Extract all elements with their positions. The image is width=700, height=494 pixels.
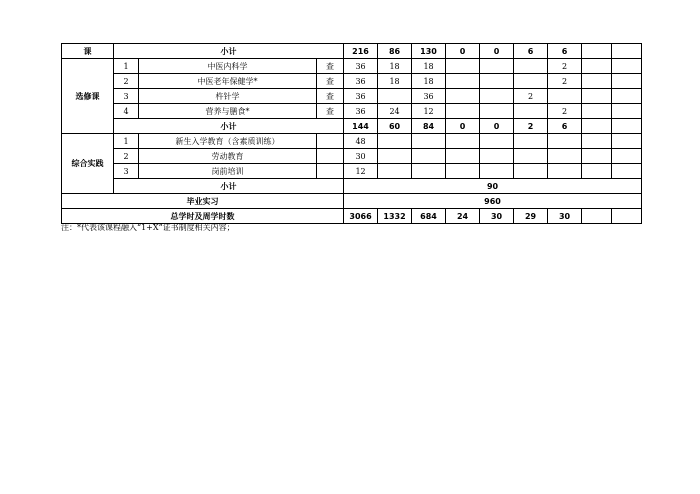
value-cell: 36	[344, 89, 378, 104]
value-cell: 3066	[344, 209, 378, 224]
value-cell	[548, 89, 582, 104]
value-cell: 18	[412, 59, 446, 74]
empty-cell	[582, 44, 612, 59]
empty-cell	[446, 134, 480, 149]
empty-cell	[612, 149, 642, 164]
table-row	[62, 59, 642, 74]
exam-type	[317, 149, 344, 164]
practice-subtotal-value: 90	[344, 179, 642, 194]
value-cell: 2	[548, 59, 582, 74]
empty-cell	[412, 149, 446, 164]
value-cell	[480, 74, 514, 89]
table-row	[62, 74, 642, 89]
course-name: 岗前培训	[139, 164, 317, 179]
teaching-plan-table	[61, 43, 642, 224]
empty-cell	[412, 164, 446, 179]
exam-type	[317, 164, 344, 179]
value-cell: 2	[514, 89, 548, 104]
value-cell	[446, 89, 480, 104]
value-cell: 0	[446, 44, 480, 59]
value-cell: 30	[548, 209, 582, 224]
footnote: 注：*代表该课程融入“1+X”证书制度相关内容；	[61, 223, 235, 232]
value-cell	[480, 89, 514, 104]
exam-type	[317, 134, 344, 149]
value-cell: 0	[446, 119, 480, 134]
empty-cell	[612, 89, 642, 104]
value-cell: 0	[480, 44, 514, 59]
row-number: 2	[114, 149, 139, 164]
exam-type: 查	[317, 104, 344, 119]
value-cell: 1332	[378, 209, 412, 224]
empty-cell	[412, 134, 446, 149]
internship-row	[62, 194, 642, 209]
row-number: 1	[114, 134, 139, 149]
empty-cell	[612, 119, 642, 134]
course-name: 劳动教育	[139, 149, 317, 164]
table-row	[62, 104, 642, 119]
empty-cell	[582, 119, 612, 134]
empty-cell	[612, 44, 642, 59]
course-name: 营养与膳食*	[139, 104, 317, 119]
value-cell: 60	[378, 119, 412, 134]
row-number: 4	[114, 104, 139, 119]
row-number: 1	[114, 59, 139, 74]
empty-cell	[378, 134, 412, 149]
category-cell: 课	[62, 44, 114, 59]
value-cell: 684	[412, 209, 446, 224]
value-cell: 6	[548, 119, 582, 134]
empty-cell	[612, 104, 642, 119]
value-cell: 18	[378, 74, 412, 89]
value-cell	[446, 59, 480, 74]
value-cell	[514, 104, 548, 119]
empty-cell	[548, 164, 582, 179]
course-name: 中医老年保健学*	[139, 74, 317, 89]
elective-subtotal-row	[62, 119, 642, 134]
empty-cell	[582, 149, 612, 164]
empty-cell	[480, 134, 514, 149]
value-cell: 36	[344, 104, 378, 119]
empty-cell	[612, 134, 642, 149]
course-name: 杵针学	[139, 89, 317, 104]
value-cell: 6	[514, 44, 548, 59]
empty-cell	[378, 164, 412, 179]
elective-category: 选修课	[62, 59, 114, 134]
value-cell: 36	[344, 74, 378, 89]
row-number: 3	[114, 89, 139, 104]
empty-cell	[582, 164, 612, 179]
total-label: 总学时及周学时数	[62, 209, 344, 224]
exam-type: 查	[317, 74, 344, 89]
course-name: 中医内科学	[139, 59, 317, 74]
value-cell: 2	[548, 104, 582, 119]
empty-cell	[514, 134, 548, 149]
course-name: 新生入学教育（含素质训练）	[139, 134, 317, 149]
value-cell	[378, 89, 412, 104]
table-row	[62, 134, 642, 149]
internship-label: 毕业实习	[62, 194, 344, 209]
empty-cell	[582, 89, 612, 104]
required-subtotal-row	[62, 44, 642, 59]
empty-cell	[480, 164, 514, 179]
empty-cell	[514, 149, 548, 164]
empty-cell	[548, 134, 582, 149]
value-cell: 18	[412, 74, 446, 89]
value-cell: 86	[378, 44, 412, 59]
value-cell	[446, 104, 480, 119]
empty-cell	[378, 149, 412, 164]
empty-cell	[582, 74, 612, 89]
empty-cell	[446, 149, 480, 164]
value-cell: 144	[344, 119, 378, 134]
empty-cell	[582, 104, 612, 119]
value-cell	[514, 74, 548, 89]
table-row	[62, 149, 642, 164]
subtotal-label: 小计	[114, 179, 344, 194]
value-cell	[480, 104, 514, 119]
value-cell: 48	[344, 134, 378, 149]
internship-value: 960	[344, 194, 642, 209]
table-row	[62, 164, 642, 179]
value-cell: 12	[344, 164, 378, 179]
subtotal-label: 小计	[114, 44, 344, 59]
value-cell: 36	[344, 59, 378, 74]
value-cell	[480, 59, 514, 74]
value-cell	[514, 59, 548, 74]
value-cell: 12	[412, 104, 446, 119]
empty-cell	[612, 59, 642, 74]
value-cell: 18	[378, 59, 412, 74]
value-cell: 2	[514, 119, 548, 134]
row-number: 2	[114, 74, 139, 89]
value-cell: 36	[412, 89, 446, 104]
value-cell: 2	[548, 74, 582, 89]
empty-cell	[548, 149, 582, 164]
value-cell: 29	[514, 209, 548, 224]
value-cell: 30	[480, 209, 514, 224]
empty-cell	[582, 59, 612, 74]
value-cell: 6	[548, 44, 582, 59]
subtotal-label: 小计	[114, 119, 344, 134]
exam-type: 查	[317, 59, 344, 74]
table-row	[62, 89, 642, 104]
value-cell	[446, 74, 480, 89]
practice-category: 综合实践	[62, 134, 114, 194]
empty-cell	[582, 209, 612, 224]
exam-type: 查	[317, 89, 344, 104]
value-cell: 216	[344, 44, 378, 59]
empty-cell	[446, 164, 480, 179]
value-cell: 0	[480, 119, 514, 134]
row-number: 3	[114, 164, 139, 179]
value-cell: 130	[412, 44, 446, 59]
value-cell: 24	[446, 209, 480, 224]
empty-cell	[612, 74, 642, 89]
empty-cell	[480, 149, 514, 164]
empty-cell	[612, 164, 642, 179]
empty-cell	[612, 209, 642, 224]
practice-subtotal-row	[62, 179, 642, 194]
value-cell: 84	[412, 119, 446, 134]
value-cell: 30	[344, 149, 378, 164]
empty-cell	[514, 164, 548, 179]
empty-cell	[582, 134, 612, 149]
value-cell: 24	[378, 104, 412, 119]
